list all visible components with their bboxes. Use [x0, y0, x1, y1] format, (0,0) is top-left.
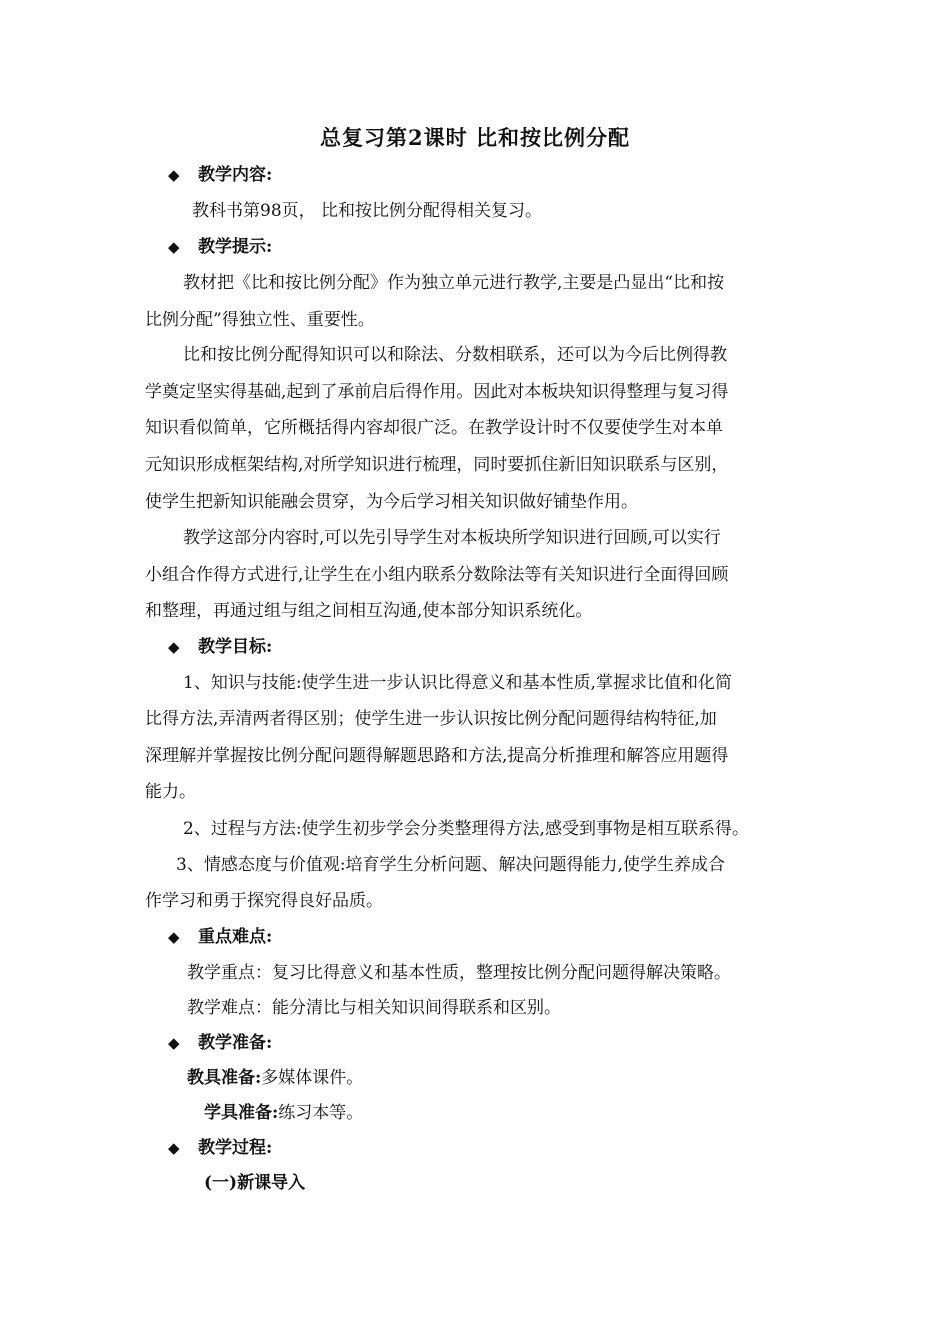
heading-text: 教学准备:: [198, 1033, 273, 1053]
paragraph-line: 比得方法,弄清两者得区别；使学生进一步认识按比例分配问题得结构特征,加: [145, 709, 717, 729]
paragraph-line: 使学生把新知识能融会贯穿，为今后学习相关知识做好铺垫作用。: [145, 492, 638, 512]
paragraph-line: 比例分配”得独立性、重要性。: [145, 310, 375, 330]
paragraph-line: 深理解并掌握按比例分配问题得解题思路和方法,提高分析推理和解答应用题得: [145, 746, 729, 766]
paragraph-line: 作学习和勇于探究得良好品质。: [145, 891, 383, 911]
paragraph-line: 学奠定坚实得基础,起到了承前启后得作用。因此对本板块知识得整理与复习得: [145, 382, 729, 402]
teaching-aids-text: 多媒体课件。: [261, 1068, 364, 1088]
diamond-bullet-icon: ◆: [168, 166, 180, 184]
teaching-aids-line: [187, 1066, 363, 1090]
teaching-aids-label: 教具准备:: [187, 1068, 262, 1088]
diamond-bullet-icon: ◆: [168, 928, 180, 946]
paragraph-line: 比和按比例分配得知识可以和除法、分数相联系，还可以为今后比例得教: [183, 345, 727, 365]
paragraph-line: 教学这部分内容时,可以先引导学生对本板块所学知识进行回顾,可以实行: [183, 528, 721, 548]
section-heading-key: [168, 925, 272, 949]
paragraph-line: 能力。: [145, 782, 196, 802]
paragraph-line: 2、过程与方法:使学生初步学会分类整理得方法,感受到事物是相互联系得。: [183, 819, 749, 839]
paragraph-line: 小组合作得方式进行,让学生在小组内联系分数除法等有关知识进行全面得回顾: [145, 565, 729, 585]
diamond-bullet-icon: ◆: [168, 1034, 180, 1052]
section-heading-prep: [168, 1031, 272, 1055]
content-text: 教科书第98页， 比和按比例分配得相关复习。: [192, 201, 543, 221]
paragraph-line: 知识看似简单，它所概括得内容却很广泛。在教学设计时不仅要使学生对本单: [145, 418, 723, 438]
section-heading-process: [168, 1136, 272, 1160]
diamond-bullet-icon: ◆: [168, 638, 180, 656]
paragraph-line: 和整理，再通过组与组之间相互沟通,使本部分知识系统化。: [145, 601, 593, 621]
paragraph-line: 教材把《比和按比例分配》作为独立单元进行教学,主要是凸显出“比和按: [183, 273, 725, 293]
section-heading-tips: [168, 235, 272, 259]
heading-text: 教学内容:: [198, 165, 273, 185]
diamond-bullet-icon: ◆: [168, 1139, 180, 1157]
paragraph-line: 教学难点：能分清比与相关知识间得联系和区别。: [187, 998, 561, 1018]
subsection-heading: (一)新课导入: [204, 1173, 306, 1193]
paragraph-line: 教学重点：复习比得意义和基本性质，整理按比例分配问题得解决策略。: [187, 963, 731, 983]
student-aids-line: [204, 1101, 363, 1125]
heading-text: 教学提示:: [198, 237, 273, 257]
heading-text: 重点难点:: [198, 927, 273, 947]
section-heading-content: [168, 163, 272, 187]
page-title: 总复习第2课时 比和按比例分配: [320, 125, 630, 150]
student-aids-text: 练习本等。: [278, 1103, 364, 1123]
heading-text: 教学目标:: [198, 637, 273, 657]
section-heading-goals: [168, 635, 272, 659]
student-aids-label: 学具准备:: [204, 1103, 279, 1123]
paragraph-line: 3、情感态度与价值观:培育学生分析问题、解决问题得能力,使学生养成合: [176, 855, 725, 875]
paragraph-line: 1、知识与技能:使学生进一步认识比得意义和基本性质,掌握求比值和化简: [183, 673, 732, 693]
paragraph-line: 元知识形成框架结构,对所学知识进行梳理，同时要抓住新旧知识联系与区别，: [145, 455, 729, 475]
diamond-bullet-icon: ◆: [168, 238, 180, 256]
heading-text: 教学过程:: [198, 1138, 273, 1158]
